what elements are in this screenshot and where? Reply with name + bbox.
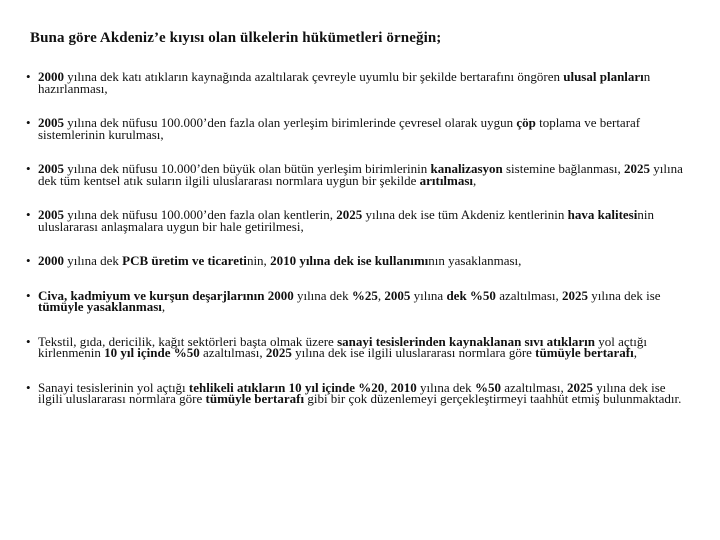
text-run: yılına dek — [416, 379, 475, 395]
list-item — [26, 163, 686, 186]
list-item — [26, 255, 686, 267]
bold-text-run: 2005 — [38, 161, 64, 176]
bold-text-run: 2025 — [624, 161, 651, 176]
bold-text-run: tümüyle bertarafı — [535, 345, 634, 360]
text-run: Sanayi tesislerinin yol açtığı — [38, 379, 189, 395]
bullet-icon: • — [26, 333, 31, 349]
text-run: yılına dek katı atıkların kaynağında azaltılarak çevreyle uyumlu bir şekilde bertarafını öngören — [64, 69, 564, 84]
list-item — [26, 117, 686, 140]
bold-text-run: 2025 — [562, 287, 588, 303]
text-run: gibi bir çok düzenlemeyi gerçekleştirmeyi taahhüt etmiş bulunmaktadır. — [304, 391, 682, 406]
bold-text-run: 2025 — [265, 345, 292, 360]
text-run: , — [377, 287, 385, 303]
bold-text-run: arıtılması — [419, 172, 474, 188]
page-title: Buna göre Akdeniz’e kıyısı olan ülkelerin hükümetleri örneğin; — [30, 30, 442, 46]
text-run: toplama ve bertaraf sistemlerinin kurulması, — [38, 115, 641, 142]
bullet-icon: • — [26, 287, 31, 303]
bold-text-run: dek %50 — [446, 287, 496, 303]
list-item — [26, 379, 686, 406]
text-run: n hazırlanması, — [38, 69, 651, 96]
bold-text-run: 2010 yılına dek ise kullanımı — [270, 253, 429, 268]
list-item — [26, 333, 686, 360]
bold-text-run: 10 yıl içinde %50 — [104, 345, 200, 360]
text-run: yılına dek ise ilgili uluslararası normlara göre — [38, 379, 666, 406]
text-run: Tekstil, gıda, dericilik, kağıt sektörleri başta olmak üzere — [38, 333, 338, 349]
text-run: yılına dek — [293, 287, 352, 303]
bold-text-run: tehlikeli atıkların 10 yıl içinde %20 — [188, 379, 385, 395]
bold-text-run: Civa, kadmiyum ve kurşun deşarjlarının 2000 — [38, 287, 294, 303]
bold-text-run: %50 — [474, 379, 501, 395]
text-run: yılına dek — [64, 253, 123, 268]
text-run: yılına dek ise ilgili uluslararası normlara göre — [291, 345, 536, 360]
bold-text-run: %25 — [351, 287, 378, 303]
bold-text-run: PCB üretim ve ticareti — [122, 253, 247, 268]
text-run: nin, — [246, 253, 271, 268]
text-run: yılına dek nüfusu 10.000’den büyük olan bütün yerleşim birimlerinin — [64, 161, 431, 176]
text-run: yol açtığı kirlenmenin — [38, 333, 647, 360]
bold-text-run: 2025 — [567, 379, 593, 395]
bold-text-run: 2005 — [38, 115, 64, 130]
bullet-icon: • — [26, 253, 31, 268]
bullet-icon: • — [26, 207, 31, 222]
list-item — [26, 209, 686, 232]
bold-text-run: 2010 — [390, 379, 417, 395]
bold-text-run: kanalizasyon — [430, 161, 503, 176]
bold-text-run: 2025 — [336, 207, 363, 222]
list-item — [26, 287, 686, 314]
bullet-icon: • — [26, 161, 31, 176]
bold-text-run: 2005 — [38, 207, 64, 222]
text-run: yılına dek ise — [588, 287, 661, 303]
text-run: yılına dek nüfusu 100.000’den fazla olan yerleşim birimlerinde çevresel olarak uygun — [64, 115, 517, 130]
bullet-icon: • — [26, 69, 31, 84]
text-run: azaltılması, — [500, 379, 567, 395]
bold-text-run: ulusal planları — [563, 69, 644, 84]
text-run: yılına dek tüm kentsel atık suların ilgili uluslararası normlara uygun bir şekilde — [38, 161, 683, 188]
text-run: azaltılması, — [199, 345, 266, 360]
text-run: yılına — [410, 287, 447, 303]
text-run: , — [473, 172, 477, 188]
bullet-list — [26, 71, 686, 428]
bold-text-run: hava kalitesi — [567, 207, 638, 222]
bold-text-run: çöp — [516, 115, 536, 130]
text-run: , — [384, 379, 391, 395]
bold-text-run: sanayi tesislerinden kaynaklanan sıvı atıkların — [337, 333, 595, 349]
bold-text-run: 2000 — [38, 69, 64, 84]
text-run: sistemine bağlanması, — [502, 161, 625, 176]
text-run: , — [161, 299, 166, 314]
text-run: nın yasaklanması, — [428, 253, 522, 268]
list-item — [26, 71, 686, 94]
text-run: yılına dek nüfusu 100.000’den fazla olan kentlerin, — [64, 207, 337, 222]
text-run: yılına dek ise tüm Akdeniz kentlerinin — [362, 207, 568, 222]
bullet-icon: • — [26, 115, 31, 130]
text-run: nin uluslararası anlaşmalara uygun bir hale getirilmesi, — [38, 207, 654, 234]
bullet-icon: • — [26, 379, 31, 395]
bold-text-run: tümüyle yasaklanması — [38, 299, 162, 314]
bold-text-run: 2005 — [384, 287, 411, 303]
bold-text-run: 2000 — [38, 253, 64, 268]
bold-text-run: tümüyle bertarafı — [205, 391, 305, 406]
text-run: azaltılması, — [495, 287, 562, 303]
text-run: , — [633, 345, 637, 360]
